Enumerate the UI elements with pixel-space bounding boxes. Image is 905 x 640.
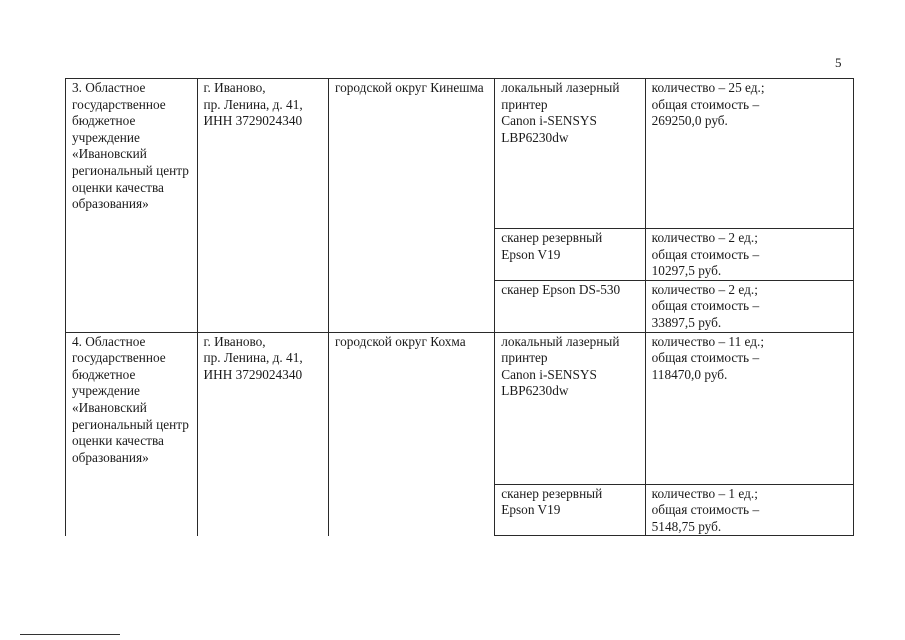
equipment-cell: локальный лазерный принтер Canon i-SENSYS LBP6230dw (495, 332, 645, 484)
organization-cell: 4. Областное государственное бюджетное учреждение «Ивановский региональный центр оценки качества образования» (66, 332, 198, 536)
organization-cell: 3. Областное государственное бюджетное учреждение «Ивановский региональный центр оценки качества образования» (66, 79, 198, 333)
quantity-cell: количество – 11 ед.; общая стоимость – 118470,0 руб. (645, 332, 853, 484)
territory-cell: городской округ Кохма (329, 332, 495, 536)
footnote-divider (20, 634, 120, 635)
equipment-distribution-table (65, 78, 854, 536)
quantity-cell: количество – 2 ед.; общая стоимость – 10297,5 руб. (645, 229, 853, 281)
address-cell: г. Иваново, пр. Ленина, д. 41, ИНН 3729024340 (197, 79, 329, 333)
quantity-cell: количество – 2 ед.; общая стоимость – 33897,5 руб. (645, 280, 853, 332)
table-row (66, 79, 854, 229)
address-cell: г. Иваново, пр. Ленина, д. 41, ИНН 3729024340 (197, 332, 329, 536)
territory-cell: городской округ Кинешма (329, 79, 495, 333)
page-number: 5 (835, 55, 842, 70)
equipment-cell: сканер резервный Epson V19 (495, 229, 645, 281)
equipment-cell: локальный лазерный принтер Canon i-SENSYS LBP6230dw (495, 79, 645, 229)
equipment-cell: сканер резервный Epson V19 (495, 484, 645, 536)
quantity-cell: количество – 1 ед.; общая стоимость – 5148,75 руб. (645, 484, 853, 536)
quantity-cell: количество – 25 ед.; общая стоимость – 269250,0 руб. (645, 79, 853, 229)
equipment-cell: сканер Epson DS-530 (495, 280, 645, 332)
table-row (66, 332, 854, 484)
